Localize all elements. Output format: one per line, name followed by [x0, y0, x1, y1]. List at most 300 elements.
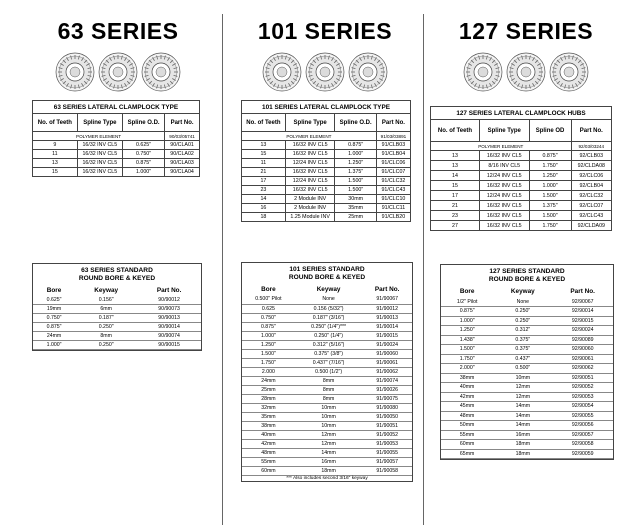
- table-title-line: 63 SERIES STANDARD: [81, 267, 153, 274]
- table-cell: 91/90060: [362, 349, 412, 358]
- table-cell: 13: [242, 141, 286, 150]
- table-row: [242, 349, 412, 358]
- table-cell: 92/90089: [552, 335, 613, 345]
- table-cell: 16: [242, 204, 286, 213]
- coupling-images: [20, 52, 216, 92]
- column-header: Part No.: [376, 114, 410, 132]
- table-row: [242, 295, 412, 304]
- table-cell: 8mm: [295, 385, 363, 394]
- table-cell: 18mm: [295, 466, 363, 475]
- table-row: [242, 204, 411, 213]
- table-cell: 10mm: [295, 403, 363, 412]
- table-cell: 92/90058: [552, 440, 613, 450]
- table-row: [441, 402, 613, 412]
- table-cell: 0.250" (1/4")***: [295, 322, 363, 331]
- table-cell: 91/90024: [362, 340, 412, 349]
- table-cell: 92/90055: [552, 411, 613, 421]
- table-title: [33, 264, 201, 285]
- table-cell: 92/90060: [552, 345, 613, 355]
- table-row: [441, 440, 613, 450]
- table-cell: 92/90053: [552, 392, 613, 402]
- table-cell: 12/24 INV CL5: [479, 191, 529, 201]
- table-cell: 92/CLB03: [571, 151, 611, 161]
- table-cell: 12mm: [295, 430, 363, 439]
- table-cell: 1.500": [441, 345, 493, 355]
- table-cell: 48mm: [441, 411, 493, 421]
- table-cell: 16mm: [493, 430, 552, 440]
- table-cell: 17: [242, 177, 286, 186]
- gear-hub-icon: [55, 52, 95, 92]
- column-header: Part No.: [374, 286, 400, 293]
- table-cell: 1.000": [122, 168, 164, 177]
- table-cell: 0.875": [242, 322, 295, 331]
- table-row: [441, 326, 613, 336]
- table-cell: 91/90013: [362, 313, 412, 322]
- table-row: [242, 403, 412, 412]
- table-cell: 92/90054: [552, 402, 613, 412]
- table-cell: 23: [431, 211, 480, 221]
- table-cell: 1.375": [529, 201, 571, 211]
- table-cell: 19mm: [33, 305, 75, 314]
- table-cell: 91/90058: [362, 466, 412, 475]
- table-title-line: ROUND BORE & KEYED: [488, 276, 566, 283]
- table-cell: 0.437" (7/16"): [295, 358, 363, 367]
- column-header: Part No.: [571, 120, 611, 142]
- table-cell: 90/CLA01: [165, 141, 200, 150]
- table-cell: 60mm: [242, 466, 295, 475]
- table-cell: 1.500": [529, 211, 571, 221]
- table-cell: 92/90061: [552, 354, 613, 364]
- table-cell: 91/CLC06: [376, 159, 410, 168]
- table-cell: 91/90050: [362, 412, 412, 421]
- table-cell: 91/CLC43: [376, 186, 410, 195]
- clamplock-table: [430, 106, 612, 231]
- column-divider: [222, 14, 223, 525]
- table-row: [242, 331, 412, 340]
- table-row: [431, 171, 612, 181]
- table-row: [242, 304, 412, 313]
- table-cell: 1.000": [335, 150, 376, 159]
- table-cell: 12/24 INV CL5: [285, 177, 335, 186]
- table-cell: 91/90053: [362, 439, 412, 448]
- series-title: 127 SERIES: [458, 18, 594, 44]
- table-cell: 90/90015: [137, 341, 201, 350]
- table-row: [242, 394, 412, 403]
- table-cell: 91/90012: [362, 304, 412, 313]
- table-cell: None: [493, 297, 552, 307]
- gear-hub-icon: [463, 52, 503, 92]
- table-cell: 0.375": [493, 345, 552, 355]
- table-cell: 92/CLC32: [571, 191, 611, 201]
- column-header: No. of Teeth: [431, 120, 480, 142]
- table-cell: 1.000": [242, 331, 295, 340]
- table-cell: 0.250": [75, 341, 137, 350]
- table-cell: 25mm: [335, 213, 376, 222]
- table-row: [441, 354, 613, 364]
- coupling-images: [236, 52, 414, 92]
- table-cell: 91/CLB20: [376, 213, 410, 222]
- table-cell: 2 Module INV: [285, 195, 335, 204]
- table-cell: 21: [242, 168, 286, 177]
- table-cell: 91/90061: [362, 358, 412, 367]
- table-cell: 16/32 INV CL5: [77, 150, 122, 159]
- table-cell: 40mm: [441, 383, 493, 393]
- table-cell: 1.500": [335, 177, 376, 186]
- table-cell: 17: [431, 191, 480, 201]
- table-cell: 16/32 INV CL5: [285, 186, 335, 195]
- table-cell: 92/90056: [552, 421, 613, 431]
- table-cell: 11: [33, 150, 78, 159]
- column-header: Part No.: [165, 114, 200, 132]
- table-cell: 91/90057: [362, 457, 412, 466]
- column-header: Spline OD: [529, 120, 571, 142]
- table-cell: 1.500": [335, 186, 376, 195]
- table-row: [242, 322, 412, 331]
- table-cell: 18: [242, 213, 286, 222]
- gear-hub-icon: [141, 52, 181, 92]
- table-title-line: 127 SERIES STANDARD: [489, 268, 565, 275]
- table-cell: 0.250": [493, 307, 552, 317]
- table-cell: 1.000": [441, 316, 493, 326]
- column-header: Keyway: [510, 288, 535, 295]
- table-cell: 8mm: [75, 332, 137, 341]
- clamplock-table: [241, 100, 411, 222]
- table-row: [242, 358, 412, 367]
- table-row: [33, 296, 201, 305]
- coupling-images: [430, 52, 622, 92]
- table-cell: 1.750": [441, 354, 493, 364]
- table-cell: 92/CLC43: [571, 211, 611, 221]
- table-row: [242, 141, 411, 150]
- table-row: [431, 211, 612, 221]
- table-row: [242, 430, 412, 439]
- table-cell: 91/90080: [362, 403, 412, 412]
- table-row: [33, 150, 200, 159]
- table-cell: 24mm: [242, 376, 295, 385]
- table-row: [242, 376, 412, 385]
- table-row: [441, 297, 613, 307]
- table-row: [441, 449, 613, 459]
- table-cell: 16/32 INV CL5: [77, 159, 122, 168]
- table-row: [33, 314, 201, 323]
- gear-hub-icon: [506, 52, 546, 92]
- table-row: [431, 201, 612, 211]
- table-cell: 0.875": [33, 323, 75, 332]
- table-cell: 0.312" (5/16"): [295, 340, 363, 349]
- table-cell: 24mm: [33, 332, 75, 341]
- table-cell: 1.000": [33, 341, 75, 350]
- column-header: Bore: [459, 288, 475, 295]
- gear-hub-icon: [98, 52, 138, 92]
- table-row: [242, 385, 412, 394]
- table-row: [242, 457, 412, 466]
- table-cell: 1.000": [529, 181, 571, 191]
- table-cell: 0.437": [493, 354, 552, 364]
- table-cell: 2.000: [242, 367, 295, 376]
- table-cell: 91/90067: [362, 295, 412, 304]
- table-cell: 38mm: [242, 421, 295, 430]
- table-title-line: 101 SERIES STANDARD: [289, 266, 365, 273]
- column-header: Spline O.D.: [335, 114, 376, 132]
- table-cell: 42mm: [242, 439, 295, 448]
- table-row: [242, 448, 412, 457]
- table-cell: 12/24 INV CL5: [479, 171, 529, 181]
- table-cell: 1.438": [441, 335, 493, 345]
- table-cell: 90/CLA02: [165, 150, 200, 159]
- column-header: Part No.: [570, 288, 595, 295]
- table-cell: 0.375": [493, 335, 552, 345]
- table-cell: 55mm: [441, 430, 493, 440]
- standard-bore-table: [32, 263, 202, 351]
- table-row: [441, 392, 613, 402]
- element-part-number: 91/03/03891: [376, 132, 410, 141]
- table-cell: 1/2" Pilot: [441, 297, 493, 307]
- table-cell: 1.375": [335, 168, 376, 177]
- table-cell: 16/32 INV CL5: [77, 141, 122, 150]
- table-cell: 16/32 INV CL5: [479, 201, 529, 211]
- series-title: 101 SERIES: [257, 18, 393, 44]
- table-cell: 16/32 INV CL5: [77, 168, 122, 177]
- table-cell: 92/90051: [552, 373, 613, 383]
- table-cell: 18mm: [493, 449, 552, 459]
- table-row: [242, 186, 411, 195]
- table-cell: 1.250": [441, 326, 493, 336]
- table-cell: 0.750": [33, 314, 75, 323]
- table-cell: 1.750": [529, 221, 571, 231]
- table-cell: 10mm: [493, 373, 552, 383]
- table-row: [431, 181, 612, 191]
- table-cell: 90/CLA04: [165, 168, 200, 177]
- series-127-column: [430, 0, 622, 527]
- table-cell: 1.250": [335, 159, 376, 168]
- table-cell: 0.500" Pilot: [242, 295, 295, 304]
- table-row: [242, 421, 412, 430]
- column-divider: [423, 14, 424, 525]
- gear-hub-icon: [305, 52, 345, 92]
- column-header: Spline Type: [285, 114, 335, 132]
- table-cell: 38mm: [441, 373, 493, 383]
- table-row: [33, 323, 201, 332]
- table-cell: 10mm: [295, 412, 363, 421]
- table-cell: 92/CLDA08: [571, 161, 611, 171]
- table-cell: 16/32 INV CL5: [479, 221, 529, 231]
- table-cell: 13: [33, 159, 78, 168]
- table-title: [441, 265, 613, 286]
- table-cell: 90/90014: [137, 323, 201, 332]
- footnote: *** Also includes second 3/16" keyway: [286, 475, 368, 481]
- table-cell: 91/90055: [362, 448, 412, 457]
- table-cell: 12mm: [493, 392, 552, 402]
- column-header: Keyway: [94, 287, 119, 294]
- table-row: [242, 367, 412, 376]
- column-header: Keyway: [316, 286, 341, 293]
- table-row: [431, 221, 612, 231]
- table-row: [441, 373, 613, 383]
- table-cell: 8/16 INV CL5: [479, 161, 529, 171]
- table-cell: 45mm: [441, 402, 493, 412]
- table-cell: 92/90024: [552, 326, 613, 336]
- table-cell: 90/CLA03: [165, 159, 200, 168]
- table-cell: 12mm: [493, 383, 552, 393]
- table-cell: 91/90015: [362, 331, 412, 340]
- table-caption: 63 SERIES LATERAL CLAMPLOCK TYPE: [33, 101, 200, 114]
- table-cell: 92/90059: [552, 449, 613, 459]
- table-cell: 90/90013: [137, 314, 201, 323]
- table-cell: 18mm: [493, 440, 552, 450]
- table-cell: 1.750": [242, 358, 295, 367]
- table-title-line: ROUND BORE & KEYED: [78, 275, 156, 282]
- table-cell: 0.500": [493, 364, 552, 374]
- table-cell: 1.250": [242, 340, 295, 349]
- table-cell: 90/90073: [137, 305, 201, 314]
- table-cell: 91/CLC32: [376, 177, 410, 186]
- table-row: [33, 168, 200, 177]
- table-cell: 0.250": [493, 316, 552, 326]
- standard-table-grid: [242, 284, 412, 476]
- table-row: [431, 161, 612, 171]
- column-header: Bore: [46, 287, 62, 294]
- standard-bore-table: [241, 262, 413, 482]
- table-cell: 16/32 INV CL5: [285, 168, 335, 177]
- table-cell: 91/CLC10: [376, 195, 410, 204]
- table-row: [431, 191, 612, 201]
- table-cell: 1.25 Module INV: [285, 213, 335, 222]
- table-cell: 28mm: [242, 394, 295, 403]
- table-cell: 92/90052: [552, 383, 613, 393]
- gear-hub-icon: [549, 52, 589, 92]
- table-cell: 10mm: [295, 421, 363, 430]
- series-title: 63 SERIES: [57, 18, 179, 44]
- table-cell: 16/32 INV CL5: [479, 151, 529, 161]
- table-cell: 12/24 INV CL5: [285, 159, 335, 168]
- table-cell: 0.875": [441, 307, 493, 317]
- table-cell: 91/90074: [362, 376, 412, 385]
- table-cell: 50mm: [441, 421, 493, 431]
- table-cell: 13: [431, 161, 480, 171]
- table-cell: 92/CLC07: [571, 201, 611, 211]
- table-cell: 25mm: [242, 385, 295, 394]
- standard-bore-table: [440, 264, 614, 460]
- table-cell: 13: [431, 151, 480, 161]
- table-row: [431, 151, 612, 161]
- table-cell: 0.500 (1/2"): [295, 367, 363, 376]
- column-header: Bore: [261, 286, 276, 293]
- table-cell: 0.875": [122, 159, 164, 168]
- table-row: [33, 341, 201, 350]
- column-header: Part No.: [156, 287, 182, 294]
- table-row: [441, 411, 613, 421]
- table-cell: 40mm: [242, 430, 295, 439]
- table-cell: 35mm: [242, 412, 295, 421]
- table-cell: 0.187" (3/16"): [295, 313, 363, 322]
- table-cell: 0.156": [75, 296, 137, 305]
- table-cell: 0.625: [242, 304, 295, 313]
- table-row: [242, 213, 411, 222]
- table-cell: 65mm: [441, 449, 493, 459]
- table-cell: 14: [431, 171, 480, 181]
- table-row: [242, 313, 412, 322]
- table-cell: 16/32 INV CL5: [285, 150, 335, 159]
- table-row: [242, 195, 411, 204]
- table-row: [242, 466, 412, 475]
- column-header: Spline Type: [77, 114, 122, 132]
- table-cell: 14mm: [295, 448, 363, 457]
- table-row: [441, 335, 613, 345]
- table-cell: 21: [431, 201, 480, 211]
- table-cell: 1.750": [529, 161, 571, 171]
- table-cell: 92/90014: [552, 307, 613, 317]
- element-label: POLYMER ELEMENT: [242, 132, 377, 141]
- table-cell: 0.750": [242, 313, 295, 322]
- table-cell: 91/90075: [362, 394, 412, 403]
- table-row: [441, 421, 613, 431]
- table-cell: 12mm: [295, 439, 363, 448]
- table-cell: 91/CLB04: [376, 150, 410, 159]
- gear-hub-icon: [262, 52, 302, 92]
- table-cell: 0.750": [122, 150, 164, 159]
- table-cell: 0.156 (5/32"): [295, 304, 363, 313]
- table-cell: 1.250": [529, 171, 571, 181]
- table-cell: 9: [33, 141, 78, 150]
- table-cell: 0.250" (1/4"): [295, 331, 363, 340]
- table-cell: 48mm: [242, 448, 295, 457]
- table-cell: 0.875": [529, 151, 571, 161]
- table-cell: 2 Module INV: [285, 204, 335, 213]
- table-cell: 92/CLB04: [571, 181, 611, 191]
- table-cell: 14mm: [493, 421, 552, 431]
- table-row: [242, 159, 411, 168]
- gear-hub-icon: [348, 52, 388, 92]
- table-row: [242, 412, 412, 421]
- table-cell: 92/90015: [552, 316, 613, 326]
- table-cell: 0.250": [75, 323, 137, 332]
- table-row: [242, 340, 412, 349]
- table-cell: 92/CLDA09: [571, 221, 611, 231]
- table-cell: 90/90074: [137, 332, 201, 341]
- table-cell: 0.375" (3/8"): [295, 349, 363, 358]
- table-cell: 0.187": [75, 314, 137, 323]
- column-header: No. of Teeth: [242, 114, 286, 132]
- table-cell: 91/CLC11: [376, 204, 410, 213]
- table-cell: 15: [33, 168, 78, 177]
- table-row: [33, 305, 201, 314]
- table-cell: 92/90062: [552, 364, 613, 374]
- table-cell: 1.500": [529, 191, 571, 201]
- table-cell: 14mm: [493, 411, 552, 421]
- table-cell: 30mm: [335, 195, 376, 204]
- table-cell: 92/90057: [552, 430, 613, 440]
- table-row: [242, 168, 411, 177]
- table-cell: 0.625": [122, 141, 164, 150]
- element-part-number: 92/03/03244: [571, 142, 611, 151]
- table-cell: 15: [242, 150, 286, 159]
- table-caption: 127 SERIES LATERAL CLAMPLOCK HUBS: [431, 107, 612, 120]
- table-row: [242, 177, 411, 186]
- table-cell: 91/90062: [362, 367, 412, 376]
- table-cell: 91/CLB03: [376, 141, 410, 150]
- element-label: POLYMER ELEMENT: [431, 142, 572, 151]
- standard-table-grid: [33, 285, 201, 350]
- column-header: Spline O.D.: [122, 114, 164, 132]
- table-cell: 91/90026: [362, 385, 412, 394]
- table-cell: 91/CLC07: [376, 168, 410, 177]
- table-cell: 91/90052: [362, 430, 412, 439]
- table-cell: 0.875": [335, 141, 376, 150]
- table-cell: 14: [242, 195, 286, 204]
- table-row: [33, 159, 200, 168]
- table-title-line: ROUND BORE & KEYED: [288, 274, 366, 281]
- table-caption: 101 SERIES LATERAL CLAMPLOCK TYPE: [242, 101, 411, 114]
